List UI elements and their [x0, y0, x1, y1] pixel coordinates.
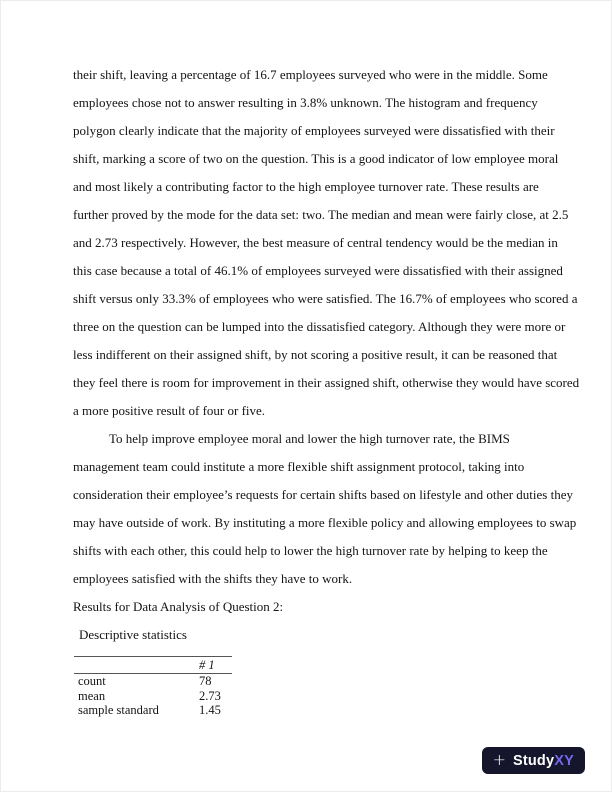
paragraph-2	[73, 425, 577, 593]
table-row	[74, 674, 232, 689]
table-header-row	[74, 657, 232, 674]
text-line: employees chose not to answer resulting in 3.8% unknown. The histogram and frequency	[73, 95, 538, 110]
text-line: they feel there is room for improvement in their assigned shift, otherwise they would have scored	[73, 375, 580, 390]
text-line: this case because a total of 46.1% of employees surveyed were dissatisfied with their assigned	[73, 263, 563, 278]
text-line: a more positive result of four or five.	[73, 403, 266, 418]
text-line: their shift, leaving a percentage of 16.7 employees surveyed who were in the middle. Some	[73, 67, 548, 82]
brand-text	[513, 753, 574, 769]
text-line: and most likely a contributing factor to the high employee turnover rate. These results are	[73, 179, 539, 194]
paragraph-1	[73, 61, 580, 425]
row-label: sample standard	[78, 703, 159, 717]
text-line: may have outside of work. By instituting a more flexible policy and allowing employees to swap	[73, 515, 577, 530]
table-row	[74, 689, 232, 704]
results-heading: Results for Data Analysis of Question 2:	[73, 599, 284, 614]
text-line: management team could institute a more flexible shift assignment protocol, taking into	[73, 459, 525, 474]
text-line: further proved by the mode for the data set: two. The median and mean were fairly close, at 2.5	[73, 207, 569, 222]
text-line: To help improve employee moral and lower the high turnover rate, the BIMS	[109, 431, 510, 446]
studyxy-badge	[482, 747, 585, 774]
text-line: three on the question can be lumped into the dissatisfied category. Although they were more or	[73, 319, 566, 334]
text-line: less indifferent on their assigned shift, by not scoring a positive result, it can be reasoned that	[73, 347, 558, 362]
text-line: and 2.73 respectively. However, the best measure of central tendency would be the median in	[73, 235, 558, 250]
row-label: mean	[78, 688, 106, 703]
page-content	[73, 61, 580, 718]
text-line: shift, marking a score of two on the question. This is a good indicator of low employee moral	[73, 151, 559, 166]
text-line: polygon clearly indicate that the majority of employees surveyed were dissatisfied with their	[73, 123, 555, 138]
plus-icon: +	[492, 750, 506, 769]
stats-table	[74, 656, 232, 718]
table-header-value: # 1	[199, 658, 215, 672]
row-value: 2.73	[199, 688, 221, 703]
text-line: consideration their employee’s requests for certain shifts based on lifestyle and other duties they	[73, 487, 573, 502]
row-value: 78	[199, 674, 212, 688]
brand-text-accent: XY	[554, 752, 574, 769]
text-line: shifts with each other, this could help to lower the high turnover rate by helping to keep the	[73, 543, 548, 558]
text-line: shift versus only 33.3% of employees who were satisfied. The 16.7% of employees who scored a	[73, 291, 578, 306]
table-row	[74, 703, 232, 718]
text-line: employees satisfied with the shifts they have to work.	[73, 571, 353, 586]
row-value: 1.45	[199, 703, 221, 717]
brand-text-primary: Study	[512, 752, 555, 769]
row-label: count	[78, 674, 106, 688]
stats-title: Descriptive statistics	[79, 627, 187, 642]
